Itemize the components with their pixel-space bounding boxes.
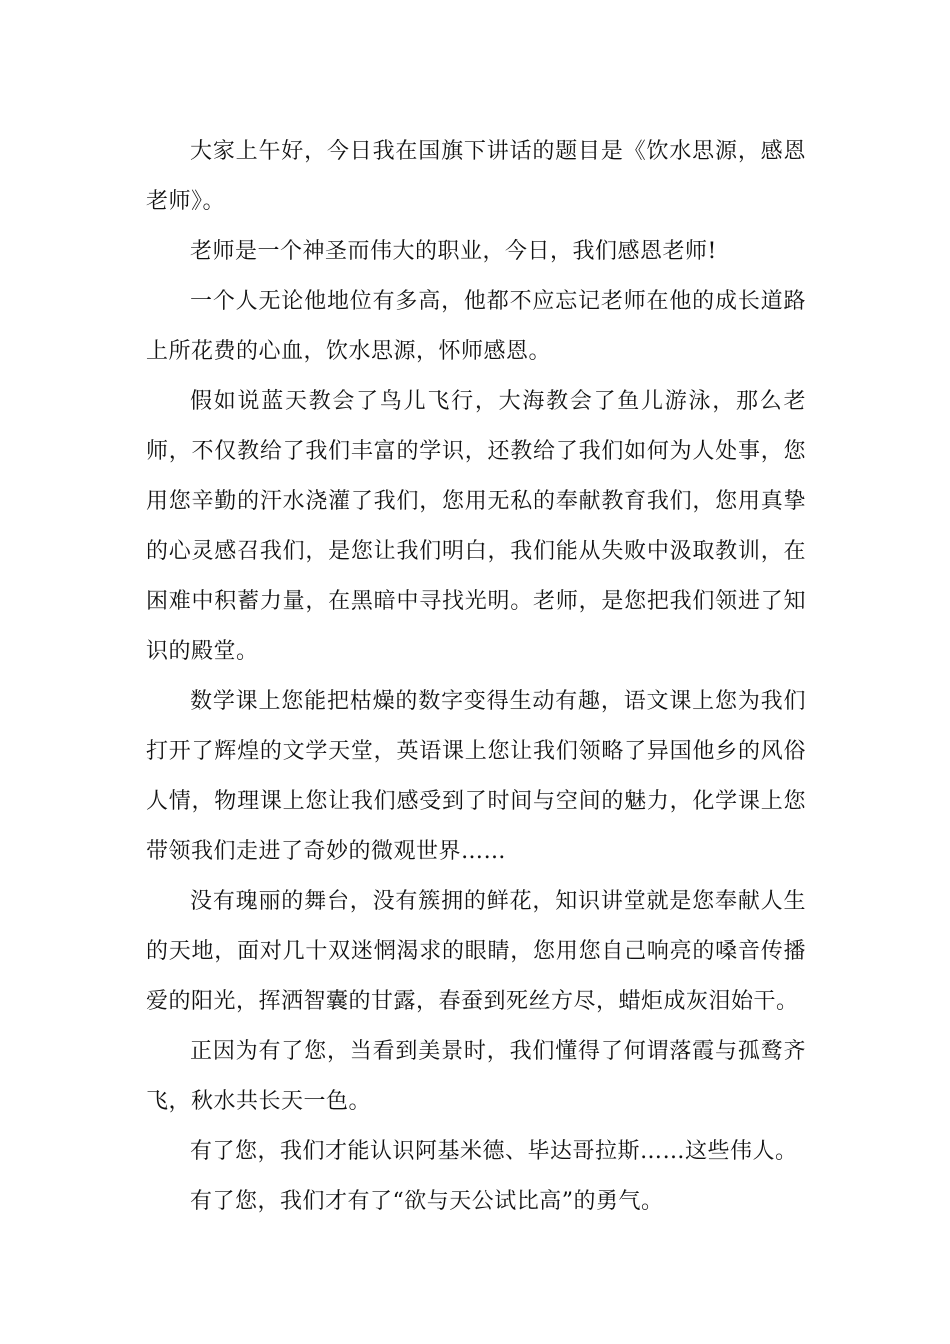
paragraph-because-of-you: 正因为有了您，当看到美景时，我们懂得了何谓落霞与孤鹜齐飞，秋水共长天一色。 xyxy=(146,1039,806,1114)
paragraph-blue-sky: 假如说蓝天教会了鸟儿飞行，大海教会了鱼儿游泳，那么老师，不仅教给了我们丰富的学识，还教给了我们如何为人处事，您用您辛勤的汗水浇灌了我们，您用无私的奉献教育我们，您用真挚的心灵感召我们，是您让我们明白，我们能从失败中汲取教训，在困难中积蓄力量，在黑暗中寻找光明。老师，是您把我们领进了知识的殿堂。 xyxy=(146,389,806,664)
paragraph-remember-teachers: 一个人无论他地位有多高，他都不应忘记老师在他的成长道路上所花费的心血，饮水思源，怀师感恩。 xyxy=(146,289,806,364)
paragraph-greeting: 大家上午好，今日我在国旗下讲话的题目是《饮水思源，感恩老师》。 xyxy=(146,139,806,214)
document-body xyxy=(146,127,806,1227)
paragraph-no-stage: 没有瑰丽的舞台，没有簇拥的鲜花，知识讲堂就是您奉献人生的天地，面对几十双迷惘渴求的眼睛，您用您自己响亮的嗓音传播爱的阳光，挥洒智囊的甘露，春蚕到死丝方尽，蜡炬成灰泪始干。 xyxy=(146,889,806,1014)
paragraph-courage: 有了您，我们才有了“欲与天公试比高”的勇气。 xyxy=(190,1189,664,1214)
paragraph-noble-profession: 老师是一个神圣而伟大的职业，今日，我们感恩老师! xyxy=(190,239,717,264)
paragraph-great-people: 有了您，我们才能认识阿基米德、毕达哥拉斯……这些伟人。 xyxy=(190,1139,798,1164)
paragraph-classes: 数学课上您能把枯燥的数字变得生动有趣，语文课上您为我们打开了辉煌的文学天堂，英语课上您让我们领略了异国他乡的风俗人情，物理课上您让我们感受到了时间与空间的魅力，化学课上您带领我们走进了奇妙的微观世界…… xyxy=(146,689,806,864)
